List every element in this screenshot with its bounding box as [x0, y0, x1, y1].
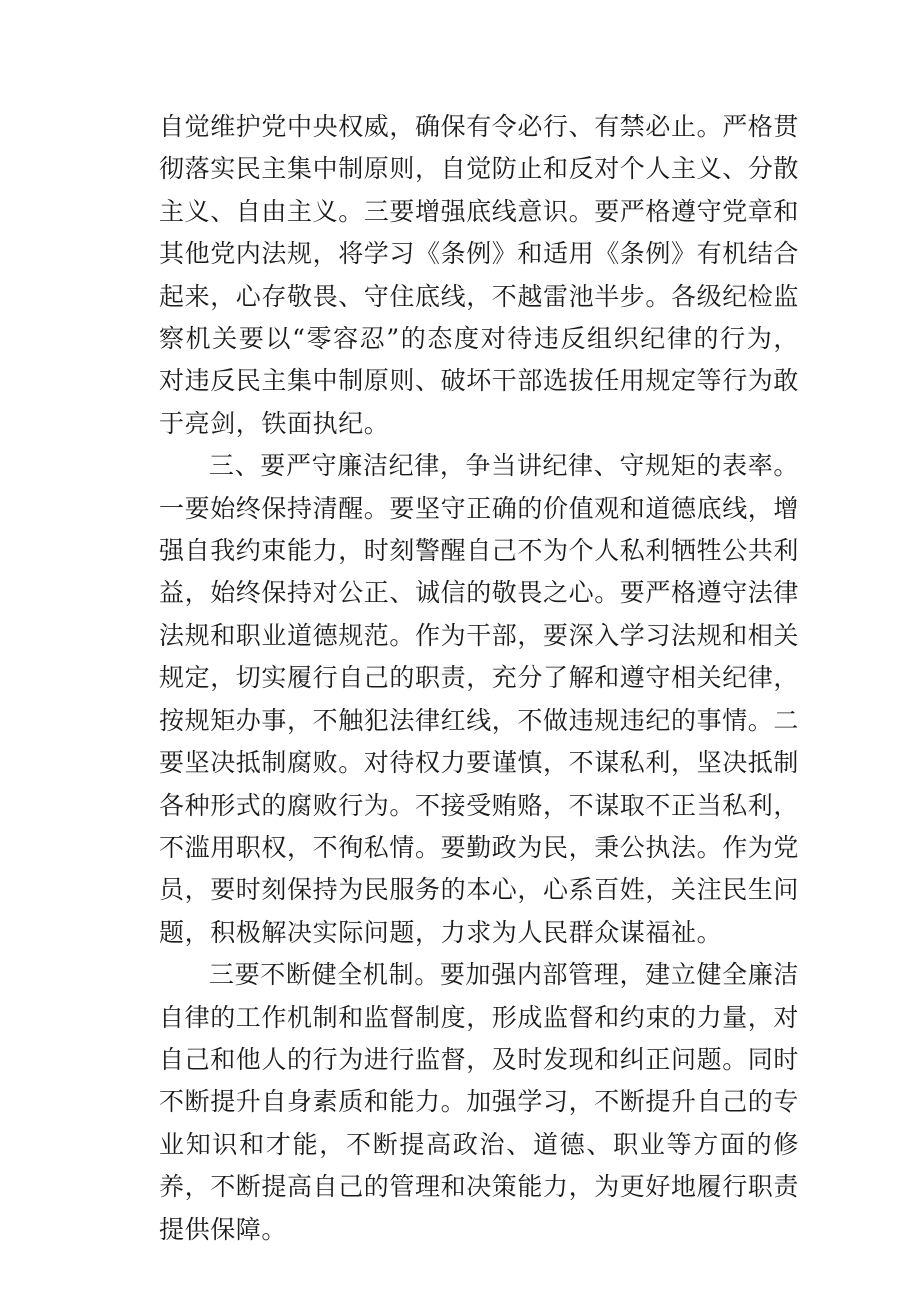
paragraph-discipline-organization: 自觉维护党中央权威，确保有令必行、有禁必止。严格贯彻落实民主集中制原则，自觉防止和反对个人主义、分散主义、自由主义。三要增强底线意识。要严格遵守党章和其他党内法规，将学习《条例》和适用《条例》有机结合起来，心存敬畏、守住底线，不越雷池半步。各级纪检监察机关要以“零容忍”的态度对待违反组织纪律的行为，对违反民主集中制原则、破坏干部选拔任用规定等行为敢于亮剑，铁面执纪。 [159, 112, 800, 438]
paragraph-integrity-discipline: 三、要严守廉洁纪律，争当讲纪律、守规矩的表率。一要始终保持清醒。要坚守正确的价值观和道德底线，增强自我约束能力，时刻警醒自己不为个人私利牺牲公共利益，始终保持对公正、诚信的敬畏之心。要严格遵守法律法规和职业道德规范。作为干部，要深入学习法规和相关规定，切实履行自己的职责，充分了解和遵守相关纪律，按规矩办事，不触犯法律红线，不做违规违纪的事情。二要坚决抵制腐败。对待权力要谨慎，不谋私利，坚决抵制各种形式的腐败行为。不接受贿赂，不谋取不正当私利，不滥用职权，不徇私情。要勤政为民，秉公执法。作为党员，要时刻保持为民服务的本心，心系百姓，关注民生问题，积极解决实际问题，力求为人民群众谋福祉。 [159, 451, 800, 947]
paragraph-improve-mechanism: 三要不断健全机制。要加强内部管理，建立健全廉洁自律的工作机制和监督制度，形成监督和约束的力量，对自己和他人的行为进行监督，及时发现和纠正问题。同时不断提升自身素质和能力。加强学习，不断提升自己的专业知识和才能，不断提高政治、道德、职业等方面的修养，不断提高自己的管理和决策能力，为更好地履行职责提供保障。 [159, 960, 800, 1244]
document-body [159, 106, 799, 1251]
